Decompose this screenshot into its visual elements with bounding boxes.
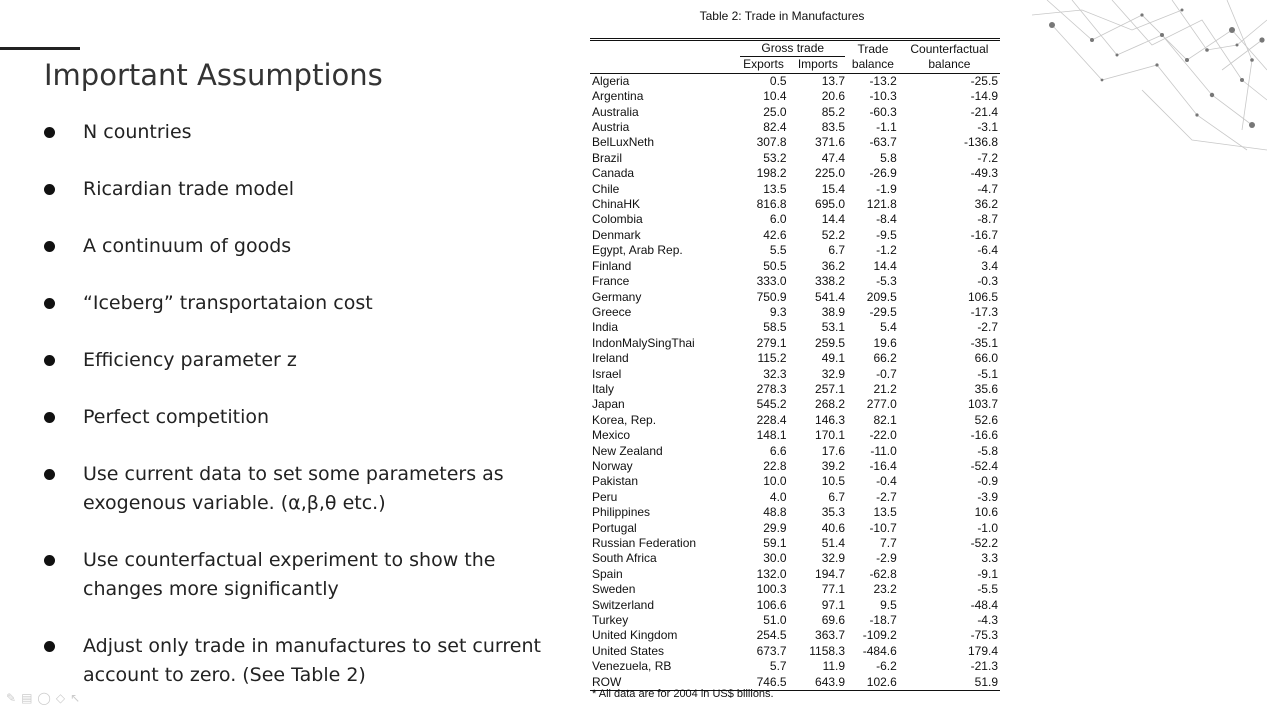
country-cell: New Zealand (592, 443, 663, 458)
bullet-dot-icon (44, 184, 55, 195)
table-row (590, 505, 1000, 520)
trade-balance-cell: 121.8 (866, 197, 897, 212)
header-balance: balance (847, 57, 899, 73)
exports-cell: 148.1 (756, 428, 787, 443)
trade-balance-cell: 5.8 (880, 150, 897, 165)
counterfactual-cell: 36.2 (974, 197, 998, 212)
pointer-icon[interactable]: ↖ (70, 691, 81, 705)
country-cell: Portugal (592, 520, 637, 535)
trade-balance-cell: -6.2 (876, 659, 897, 674)
table-row (590, 197, 1000, 212)
counterfactual-cell: -5.5 (977, 582, 998, 597)
exports-cell: 58.5 (763, 320, 787, 335)
country-cell: Turkey (592, 613, 629, 628)
counterfactual-cell: 3.3 (981, 551, 998, 566)
counterfactual-cell: -16.7 (970, 227, 998, 242)
imports-cell: 39.2 (821, 458, 846, 473)
trade-balance-cell: 21.2 (873, 381, 897, 396)
trade-table (590, 38, 1000, 691)
exports-cell: 53.2 (763, 150, 787, 165)
bullet-text: Efficiency parameter z (83, 349, 297, 371)
trade-balance-cell: -0.7 (876, 366, 897, 381)
bullet-text: Adjust only trade in manufactures to set current account to zero. (See Table 2) (83, 635, 541, 686)
trade-balance-cell: 5.4 (880, 320, 897, 335)
counterfactual-cell: -49.3 (970, 166, 998, 181)
comment-icon[interactable]: ◯ (37, 691, 51, 705)
counterfactual-cell: 66.0 (974, 351, 998, 366)
exports-cell: 59.1 (763, 536, 787, 550)
counterfactual-cell: -52.4 (970, 458, 998, 473)
bullet-item (44, 546, 564, 604)
table-row (590, 444, 1000, 459)
imports-cell: 11.9 (822, 659, 846, 674)
imports-cell: 53.1 (821, 320, 846, 335)
exports-cell: 51.0 (763, 613, 787, 628)
country-cell: Algeria (592, 73, 630, 88)
header-cf-balance: balance (899, 57, 1000, 73)
counterfactual-cell: 103.7 (967, 397, 998, 412)
table-row (590, 274, 1000, 289)
country-cell: Mexico (592, 428, 631, 443)
header-trade: Trade (847, 40, 899, 58)
trade-balance-cell: -109.2 (862, 628, 897, 643)
counterfactual-cell: -4.3 (977, 613, 998, 628)
exports-cell: 254.5 (756, 628, 787, 643)
country-cell: ChinaHK (592, 197, 641, 212)
exports-cell: 10.0 (763, 474, 787, 489)
exports-cell: 132.0 (756, 566, 787, 581)
trade-balance-cell: -29.5 (869, 304, 897, 319)
table-row (590, 521, 1000, 536)
trade-balance-cell: 82.1 (873, 412, 897, 427)
table-row (590, 459, 1000, 474)
exports-cell: 30.0 (763, 551, 787, 566)
exports-cell: 82.4 (763, 120, 787, 135)
imports-cell: 40.6 (821, 520, 846, 535)
exports-cell: 816.8 (756, 197, 787, 212)
bullet-text: “Iceberg” transportataion cost (83, 292, 373, 314)
table-row (590, 351, 1000, 366)
country-cell: Chile (592, 181, 620, 196)
imports-cell: 51.4 (821, 536, 846, 550)
bullet-item (44, 175, 564, 204)
exports-cell: 13.5 (763, 181, 787, 196)
country-cell: Korea, Rep. (592, 412, 657, 427)
trade-balance-cell: -62.8 (869, 566, 897, 581)
country-cell: Israel (592, 366, 622, 381)
trade-balance-cell: 102.6 (847, 675, 899, 691)
table-row (590, 259, 1000, 274)
exports-cell: 4.0 (769, 489, 787, 504)
counterfactual-cell: -6.4 (977, 243, 998, 258)
bullet-dot-icon (44, 127, 55, 138)
country-cell: Sweden (592, 582, 636, 597)
imports-cell: 371.6 (815, 135, 846, 150)
imports-cell: 77.1 (821, 582, 846, 597)
counterfactual-cell: 3.4 (981, 258, 998, 273)
country-cell: Canada (592, 166, 635, 181)
bullet-text: Ricardian trade model (83, 178, 294, 200)
table-row (590, 397, 1000, 412)
imports-cell: 20.6 (821, 89, 846, 104)
country-cell: India (592, 320, 619, 335)
table-row (590, 336, 1000, 351)
slides-icon[interactable]: ▤ (21, 691, 33, 705)
trade-balance-cell: 209.5 (866, 289, 897, 304)
trade-balance-cell: -16.4 (869, 458, 897, 473)
counterfactual-cell: 106.5 (967, 289, 998, 304)
exports-cell: 746.5 (738, 675, 788, 691)
trade-balance-cell: -9.5 (876, 227, 897, 242)
exports-cell: 333.0 (756, 274, 787, 289)
trade-balance-cell: -63.7 (869, 135, 897, 150)
table-body (590, 73, 1000, 690)
country-cell: United States (592, 643, 665, 658)
table-row (590, 166, 1000, 181)
exports-cell: 22.8 (763, 458, 787, 473)
country-cell: Ireland (592, 351, 629, 366)
trade-balance-cell: -2.7 (876, 489, 897, 504)
imports-cell: 85.2 (821, 104, 846, 119)
table-row (590, 567, 1000, 582)
counterfactual-cell: -48.4 (970, 597, 998, 612)
country-cell: Argentina (592, 89, 644, 104)
trade-balance-cell: -11.0 (870, 443, 897, 458)
country-cell: BelLuxNeth (592, 135, 655, 150)
imports-cell: 170.1 (815, 428, 846, 443)
trade-balance-cell: -1.1 (876, 120, 897, 135)
bullet-dot-icon (44, 298, 55, 309)
imports-cell: 36.2 (821, 258, 846, 273)
trade-balance-cell: -10.3 (869, 89, 897, 104)
trade-balance-cell: 9.5 (880, 597, 897, 612)
table-row (590, 243, 1000, 258)
imports-cell: 15.4 (821, 181, 846, 196)
bullet-text: A continuum of goods (83, 235, 292, 257)
table-row (590, 105, 1000, 120)
country-cell: Spain (592, 566, 623, 581)
country-cell: ROW (590, 675, 738, 691)
bullet-dot-icon (44, 555, 55, 566)
exports-cell: 228.4 (756, 412, 787, 427)
trade-balance-cell: -10.7 (869, 520, 897, 535)
network-decoration-icon (1022, 0, 1267, 160)
counterfactual-cell: -0.9 (977, 474, 998, 489)
imports-cell: 32.9 (821, 551, 846, 566)
exports-cell: 32.3 (763, 366, 787, 381)
bullet-item (44, 118, 564, 147)
bullet-item (44, 460, 564, 518)
exports-cell: 0.5 (769, 73, 787, 88)
table-row (590, 490, 1000, 505)
counterfactual-cell: -52.2 (970, 536, 998, 550)
exports-cell: 6.6 (769, 443, 787, 458)
table-row (590, 474, 1000, 489)
counterfactual-cell: 52.6 (974, 412, 998, 427)
presentation-toolbar (6, 691, 80, 705)
table-row (590, 536, 1000, 551)
imports-cell: 541.4 (815, 289, 846, 304)
table-row (590, 228, 1000, 243)
table-row (590, 659, 1000, 674)
exports-cell: 50.5 (763, 258, 787, 273)
exports-cell: 48.8 (763, 505, 787, 520)
bullet-item (44, 346, 564, 375)
trade-balance-cell: 277.0 (866, 397, 897, 412)
country-cell: Australia (592, 104, 639, 119)
country-cell: Venezuela, RB (592, 659, 672, 674)
imports-cell: 268.2 (815, 397, 846, 412)
counterfactual-cell: -5.1 (977, 366, 998, 381)
table-row (590, 305, 1000, 320)
table-row (590, 182, 1000, 197)
counterfactual-cell: -14.9 (970, 89, 998, 104)
trade-balance-cell: -484.6 (862, 643, 897, 658)
header-exports: Exports (738, 57, 788, 73)
imports-cell: 6.7 (828, 489, 846, 504)
table-row (590, 320, 1000, 335)
exports-cell: 198.2 (756, 166, 787, 181)
imports-cell: 13.7 (821, 73, 846, 88)
trade-balance-cell: 23.2 (873, 582, 897, 597)
country-cell: Norway (592, 458, 633, 473)
exports-cell: 750.9 (756, 289, 787, 304)
exports-cell: 100.3 (756, 582, 787, 597)
counterfactual-cell: -21.4 (970, 104, 998, 119)
country-cell: Peru (592, 489, 618, 504)
exports-cell: 106.6 (756, 597, 787, 612)
imports-cell: 259.5 (815, 335, 846, 350)
exports-cell: 5.5 (769, 243, 787, 258)
table-row (590, 120, 1000, 135)
exports-cell: 25.0 (763, 104, 787, 119)
table-footnote: * All data are for 2004 in US$ billions. (592, 688, 774, 700)
country-cell: Switzerland (592, 597, 655, 612)
table-row (590, 73, 1000, 89)
table-row (590, 151, 1000, 166)
table-row (590, 135, 1000, 150)
exports-cell: 115.2 (757, 351, 787, 366)
exports-cell: 279.1 (756, 335, 787, 350)
trade-balance-cell: -13.2 (869, 73, 897, 88)
trade-balance-cell: 66.2 (873, 351, 897, 366)
imports-cell: 194.7 (815, 566, 846, 581)
country-cell: Austria (592, 120, 630, 135)
imports-cell: 49.1 (821, 351, 846, 366)
trade-balance-cell: 7.7 (880, 536, 897, 550)
header-gross-trade: Gross trade (740, 41, 845, 57)
imports-cell: 17.6 (821, 443, 846, 458)
imports-cell: 35.3 (821, 505, 846, 520)
trade-balance-cell: 19.6 (873, 335, 897, 350)
exports-cell: 29.9 (763, 520, 787, 535)
exports-cell: 545.2 (756, 397, 787, 412)
imports-cell: 257.1 (815, 381, 846, 396)
imports-cell: 10.5 (821, 474, 846, 489)
country-cell: Italy (592, 381, 615, 396)
imports-cell: 52.2 (821, 227, 846, 242)
bullet-text: Perfect competition (83, 406, 270, 428)
exports-cell: 6.0 (769, 212, 787, 227)
header-blank (590, 40, 738, 58)
country-cell: Japan (592, 397, 625, 412)
eraser-icon[interactable]: ◇ (55, 691, 66, 705)
bullet-item (44, 289, 564, 318)
bullet-item (44, 232, 564, 261)
counterfactual-cell: 35.6 (974, 381, 998, 396)
exports-cell: 307.8 (756, 135, 787, 150)
table-row (590, 413, 1000, 428)
bullet-dot-icon (44, 412, 55, 423)
counterfactual-cell: -35.1 (970, 335, 998, 350)
imports-cell: 69.6 (821, 613, 846, 628)
table-row (590, 613, 1000, 628)
imports-cell: 363.7 (815, 628, 846, 643)
table-row (590, 582, 1000, 597)
trade-balance-cell: -1.2 (876, 243, 897, 258)
imports-cell: 32.9 (821, 366, 846, 381)
bullet-item (44, 632, 564, 690)
counterfactual-cell: -3.1 (977, 120, 998, 135)
exports-cell: 9.3 (769, 304, 787, 319)
trade-balance-cell: -18.7 (869, 613, 897, 628)
trade-balance-cell: -8.4 (876, 212, 897, 227)
table-row (590, 382, 1000, 397)
bullet-dot-icon (44, 355, 55, 366)
exports-cell: 673.7 (756, 643, 787, 658)
counterfactual-cell: -2.7 (977, 320, 998, 335)
exports-cell: 5.7 (769, 659, 787, 674)
imports-cell: 643.9 (789, 675, 847, 691)
pen-icon[interactable]: ✎ (6, 691, 17, 705)
counterfactual-cell: -7.2 (977, 150, 998, 165)
counterfactual-cell: -16.6 (970, 428, 998, 443)
counterfactual-cell: -5.8 (977, 443, 998, 458)
counterfactual-cell: 10.6 (974, 505, 998, 520)
imports-cell: 225.0 (815, 166, 846, 181)
trade-balance-cell: -1.9 (876, 181, 897, 196)
country-cell: Pakistan (592, 474, 639, 489)
bullet-text: Use counterfactual experiment to show the changes more significantly (83, 549, 496, 600)
imports-cell: 97.1 (821, 597, 846, 612)
table-row (590, 290, 1000, 305)
bullet-dot-icon (44, 241, 55, 252)
country-cell: Colombia (592, 212, 643, 227)
counterfactual-cell: -3.9 (977, 489, 998, 504)
slide-title: Important Assumptions (44, 58, 383, 92)
imports-cell: 14.4 (821, 212, 846, 227)
country-cell: United Kingdom (592, 628, 678, 643)
country-cell: Finland (592, 258, 632, 273)
exports-cell: 278.3 (756, 381, 787, 396)
counterfactual-cell: -21.3 (970, 659, 998, 674)
title-accent-bar (0, 47, 80, 50)
counterfactual-cell: -1.0 (977, 520, 998, 535)
counterfactual-cell: 179.4 (967, 643, 998, 658)
table-row (590, 628, 1000, 643)
counterfactual-cell: -25.5 (970, 73, 998, 88)
trade-balance-cell: 14.4 (873, 258, 897, 273)
bullet-dot-icon (44, 469, 55, 480)
bullet-text: N countries (83, 121, 192, 143)
table-row (590, 212, 1000, 227)
header-counterfactual: Counterfactual (899, 40, 1000, 58)
counterfactual-cell: -8.7 (977, 212, 998, 227)
table-title: Table 2: Trade in Manufactures (699, 9, 865, 23)
country-cell: Greece (592, 304, 632, 319)
counterfactual-cell: -4.7 (977, 181, 998, 196)
trade-balance-cell: -0.4 (876, 474, 897, 489)
country-cell: Denmark (592, 227, 641, 242)
counterfactual-cell: -75.3 (970, 628, 998, 643)
table-row (590, 598, 1000, 613)
header-imports: Imports (789, 57, 847, 73)
counterfactual-cell: -136.8 (963, 135, 998, 150)
table-row (590, 551, 1000, 566)
trade-balance-cell: -22.0 (869, 428, 897, 443)
imports-cell: 695.0 (815, 197, 846, 212)
country-cell: Egypt, Arab Rep. (592, 243, 683, 258)
counterfactual-cell: 51.9 (899, 675, 1000, 691)
trade-balance-cell: -26.9 (869, 166, 897, 181)
trade-balance-cell: 13.5 (873, 505, 897, 520)
trade-balance-cell: -60.3 (869, 104, 897, 119)
country-cell: South Africa (592, 551, 657, 566)
imports-cell: 38.9 (821, 304, 846, 319)
imports-cell: 338.2 (815, 274, 846, 289)
counterfactual-cell: -17.3 (970, 304, 998, 319)
trade-balance-cell: -2.9 (876, 551, 897, 566)
country-cell: IndonMalySingThai (592, 335, 695, 350)
country-cell: Philippines (592, 505, 651, 520)
counterfactual-cell: -9.1 (977, 566, 998, 581)
bullet-dot-icon (44, 641, 55, 652)
bullet-text: Use current data to set some parameters as exogenous variable. (α,β,θ etc.) (83, 463, 504, 514)
exports-cell: 10.4 (763, 89, 787, 104)
country-cell: Brazil (592, 150, 623, 165)
imports-cell: 6.7 (828, 243, 846, 258)
table-row (590, 367, 1000, 382)
imports-cell: 1158.3 (809, 643, 846, 658)
bullet-item (44, 403, 564, 432)
exports-cell: 42.6 (763, 227, 787, 242)
country-cell: France (592, 274, 630, 289)
trade-balance-cell: -5.3 (876, 274, 897, 289)
imports-cell: 83.5 (821, 120, 846, 135)
country-cell: Germany (592, 289, 642, 304)
country-cell: Russian Federation (592, 536, 697, 550)
imports-cell: 146.3 (815, 412, 846, 427)
counterfactual-cell: -0.3 (977, 274, 998, 289)
table-row (590, 428, 1000, 443)
table-row (590, 89, 1000, 104)
table-row (590, 644, 1000, 659)
imports-cell: 47.4 (821, 150, 846, 165)
